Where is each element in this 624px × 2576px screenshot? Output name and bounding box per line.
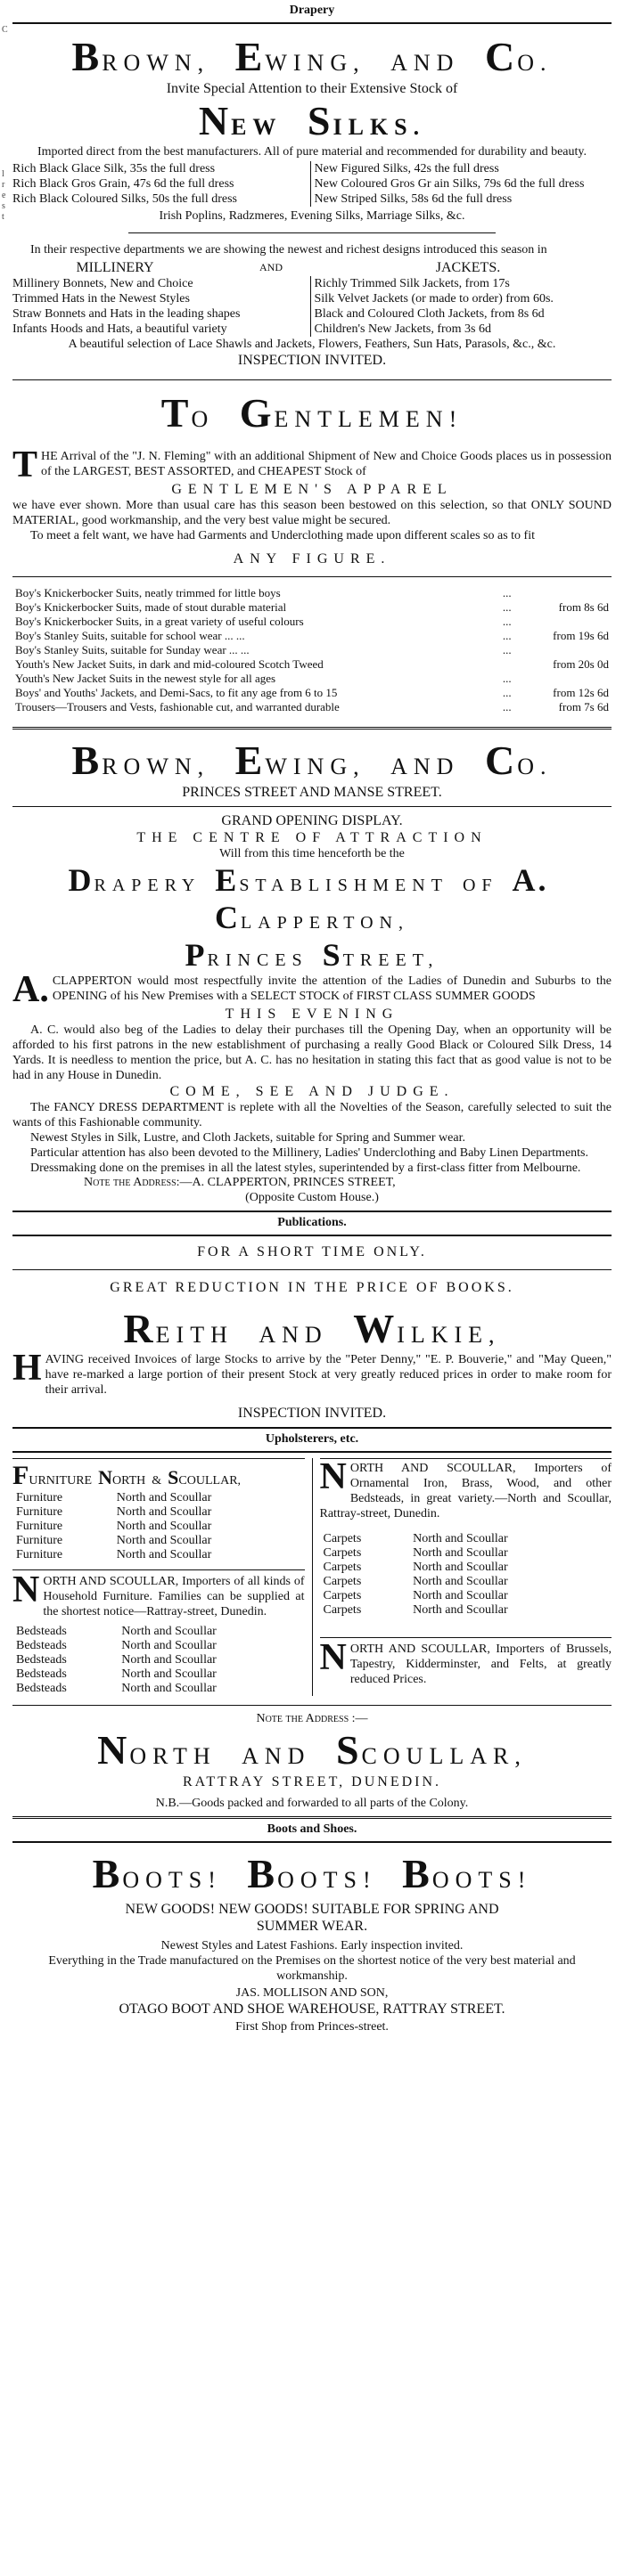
upholsterers-columns bbox=[12, 1458, 612, 1696]
and-label: AND bbox=[259, 261, 283, 273]
bedsteads-row bbox=[12, 1653, 305, 1667]
millinery-label: MILLINERY bbox=[76, 260, 154, 275]
item-name: Carpets bbox=[323, 1603, 362, 1617]
millinery-item: Infants Hoods and Hats, a beautiful variety bbox=[12, 322, 227, 336]
publications-section bbox=[12, 1211, 612, 1422]
upholsterers-right bbox=[312, 1458, 612, 1696]
carpets-row bbox=[320, 1575, 612, 1589]
inspection-invited: INSPECTION INVITED. bbox=[237, 353, 387, 368]
silk-item: New Coloured Gros Gr ain Silks, 79s 6d the full dress bbox=[314, 177, 585, 191]
clothing-row bbox=[12, 672, 612, 686]
carpets-row bbox=[320, 1561, 612, 1575]
millinery-item: Millinery Bonnets, New and Choice bbox=[12, 277, 193, 290]
carpets-list bbox=[320, 1532, 612, 1618]
drop-cap: N bbox=[12, 1569, 40, 1610]
clothing-item: Boy's Knickerbocker Suits, made of stout durable material bbox=[15, 600, 287, 614]
silk-item: Rich Black Gros Grain, 47s 6d the full dress bbox=[12, 177, 234, 191]
departments-heading bbox=[12, 259, 612, 276]
clothing-price bbox=[521, 586, 612, 600]
clothing-item: Boy's Knickerbocker Suits, in a great variety of useful colours bbox=[15, 615, 304, 628]
imported-text: Imported direct from the best manufacturers. All of pure material and recommended for durability and beauty. bbox=[37, 145, 587, 159]
item-name: Furniture bbox=[16, 1505, 63, 1519]
jacket-item: Black and Coloured Cloth Jackets, from 8s 6d bbox=[314, 307, 545, 321]
item-maker: North and Scoullar bbox=[413, 1546, 508, 1560]
opposite-custom-house: (Opposite Custom House.) bbox=[245, 1191, 379, 1204]
furniture-row bbox=[12, 1520, 305, 1534]
leader-dots: ... bbox=[502, 686, 512, 699]
leader-dots bbox=[500, 657, 521, 672]
dressmaking-text: Dressmaking done on the premises in all the latest styles, superintended by a first-class fitter from Melbourne. bbox=[30, 1162, 581, 1175]
nb-text: N.B.—Goods packed and forwarded to all parts of the Colony. bbox=[155, 1797, 469, 1810]
clothing-price: from 19s 6d bbox=[553, 629, 609, 642]
clothing-row bbox=[12, 615, 612, 629]
come-see-judge: COME, SEE AND JUDGE. bbox=[169, 1084, 455, 1099]
will-form-text: Will from this time henceforth be the bbox=[219, 847, 405, 860]
furniture-list bbox=[12, 1491, 305, 1562]
invite-text: Invite Special Attention to their Extensive Stock of bbox=[166, 81, 458, 96]
centre-of-attraction: THE CENTRE OF ATTRACTION bbox=[136, 830, 488, 845]
jacket-item: Children's New Jackets, from 3s 6d bbox=[314, 322, 491, 336]
item-maker: North and Scoullar bbox=[413, 1561, 508, 1574]
styles-text: Newest Styles in Silk, Lustre, and Cloth Jackets, suitable for Spring and Summer wear. bbox=[30, 1131, 465, 1145]
clothing-price: from 8s 6d bbox=[558, 600, 609, 614]
any-figure: ANY FIGURE. bbox=[233, 551, 391, 567]
great-reduction: GREAT REDUCTION IN THE PRICE OF BOOKS. bbox=[110, 1280, 514, 1295]
silk-item: New Striped Silks, 58s 6d the full dress bbox=[314, 192, 513, 206]
clothing-row bbox=[12, 600, 612, 615]
item-maker: North and Scoullar bbox=[116, 1520, 212, 1533]
clothing-row bbox=[12, 686, 612, 700]
item-name: Furniture bbox=[16, 1491, 63, 1504]
clothing-price: from 12s 6d bbox=[553, 686, 609, 699]
clothing-price bbox=[521, 672, 612, 686]
silks-list bbox=[12, 161, 612, 207]
millinery-list bbox=[12, 276, 612, 337]
warehouse-address: OTAGO BOOT AND SHOE WAREHOUSE, RATTRAY STREET. bbox=[119, 2001, 505, 2017]
item-maker: North and Scoullar bbox=[121, 1682, 217, 1695]
jackets-label: JACKETS. bbox=[435, 260, 501, 275]
silk-item: Rich Black Coloured Silks, 50s the full dress bbox=[12, 192, 237, 206]
leader-dots: ... bbox=[502, 700, 512, 713]
beg-text: A. C. would also beg of the Ladies to delay their purchases till the Opening Day, when an opportunity will be afforded to his first patrons in the new establishment of purchasing a really Good Black or Coloured Silk Dress, 14 Yards. It is needless to mention the price, but A. C. has no hesitation in stating this fact that as good value is not to be had in any House in Dunedin. bbox=[12, 1023, 612, 1082]
carpets-row bbox=[320, 1532, 612, 1546]
furniture-row bbox=[12, 1534, 305, 1548]
margin-mark: C bbox=[2, 25, 8, 35]
clapperton-section bbox=[12, 812, 612, 1205]
to-gentlemen-heading: TO GENTLEMEN! bbox=[160, 390, 464, 436]
leader-dots: ... bbox=[502, 615, 512, 628]
bedsteads-row bbox=[12, 1625, 305, 1639]
furniture-row bbox=[12, 1548, 305, 1562]
jackets-right bbox=[310, 276, 612, 337]
margin-mark: r bbox=[2, 180, 5, 190]
new-silks-heading: NEW SILKS. bbox=[198, 98, 426, 143]
drop-cap: T bbox=[12, 444, 38, 485]
section-title-publications: Publications. bbox=[12, 1211, 612, 1236]
leader-dots: ... bbox=[502, 586, 512, 599]
clothing-price: from 20s 0d bbox=[553, 657, 609, 671]
poplins-text: Irish Poplins, Radzmeres, Evening Silks, Marriage Silks, &c. bbox=[159, 209, 465, 223]
item-name: Furniture bbox=[16, 1520, 63, 1533]
item-maker: North and Scoullar bbox=[413, 1575, 508, 1588]
item-name: Bedsteads bbox=[16, 1625, 67, 1638]
clothing-row bbox=[12, 629, 612, 643]
section-title-boots: Boots and Shoes. bbox=[12, 1816, 612, 1843]
silk-item: New Figured Silks, 42s the full dress bbox=[314, 162, 499, 175]
arrival-text: THE Arrival of the "J. N. Fleming" with an additional Shipment of New and Choice Goods places us in possession of the LARGEST, BEST ASSORTED, and CHEAPEST Stock of bbox=[12, 444, 612, 485]
leader-dots: ... bbox=[502, 600, 512, 614]
lace-text: A beautiful selection of Lace Shawls and Jackets, Flowers, Feathers, Sun Hats, Parasols, &c., &c. bbox=[68, 338, 556, 351]
firm-address: PRINCES STREET AND MANSE STREET. bbox=[182, 785, 442, 800]
boots-heading: BOOTS! BOOTS! BOOTS! bbox=[92, 1851, 532, 1896]
item-maker: North and Scoullar bbox=[121, 1639, 217, 1652]
item-name: Furniture bbox=[16, 1548, 63, 1561]
item-name: Bedsteads bbox=[16, 1653, 67, 1667]
this-evening: THIS EVENING bbox=[225, 1007, 399, 1022]
drop-cap: H bbox=[12, 1348, 42, 1389]
furniture-row bbox=[12, 1505, 305, 1520]
mollison-firm: JAS. MOLLISON AND SON, bbox=[235, 1986, 389, 2000]
everything-text: Everything in the Trade manufactured on the Premises on the shortest notice of the very best material and workmanship. bbox=[48, 1954, 576, 1983]
carpets-row bbox=[320, 1603, 612, 1618]
jacket-item: Silk Velvet Jackets (or made to order) from 60s. bbox=[314, 292, 554, 306]
publications-body: HAVING received Invoices of large Stocks to arrive by the "Peter Denny," "E. P. Bouverie," and "May Queen," have re-marked a large portion of their present Stock at very greatly reduced prices in order to make room for their arrival. bbox=[12, 1348, 612, 1397]
upholsterers-left bbox=[12, 1458, 312, 1696]
north-scoullar-heading: NORTH AND SCOULLAR, bbox=[97, 1727, 527, 1773]
margin-mark: e bbox=[2, 191, 6, 200]
item-name: Bedsteads bbox=[16, 1667, 67, 1681]
item-maker: North and Scoullar bbox=[116, 1505, 212, 1519]
furniture-row bbox=[12, 1491, 305, 1505]
section-title-drapery: Drapery bbox=[12, 0, 612, 24]
note-address: Note the Address:—A. CLAPPERTON, PRINCES STREET, bbox=[84, 1176, 396, 1189]
item-name: Bedsteads bbox=[16, 1682, 67, 1695]
item-maker: North and Scoullar bbox=[121, 1667, 217, 1681]
bedsteads-row bbox=[12, 1682, 305, 1696]
item-maker: North and Scoullar bbox=[121, 1625, 217, 1638]
item-name: Carpets bbox=[323, 1546, 362, 1560]
clothing-item: Boy's Stanley Suits, suitable for school wear ... ... bbox=[15, 629, 245, 642]
item-name: Carpets bbox=[323, 1575, 362, 1588]
shown-text: we have ever shown. More than usual care has this season been bestowed on this selection, so that ONLY SOUND MATERIAL, good workmanship, and the very best value might be secured. bbox=[12, 499, 612, 527]
millinery-item: Straw Bonnets and Hats in the leading shapes bbox=[12, 307, 241, 321]
section-title-upholsterers: Upholsterers, etc. bbox=[12, 1427, 612, 1453]
leader-dots: ... bbox=[502, 643, 512, 656]
clothing-item: Trousers—Trousers and Vests, fashionable cut, and warranted durable bbox=[15, 700, 340, 713]
silks-right bbox=[310, 161, 612, 207]
drop-cap: N bbox=[319, 1637, 347, 1678]
clothing-row bbox=[12, 586, 612, 600]
brussels-notice: NORTH AND SCOULLAR, Importers of Brussels, Tapestry, Kidderminster, and Felts, at greatly reduced Prices. bbox=[319, 1637, 612, 1686]
clothing-row bbox=[12, 657, 612, 672]
item-maker: North and Scoullar bbox=[121, 1653, 217, 1667]
margin-mark: l bbox=[2, 169, 4, 179]
brown-ewing-heading: BROWN, EWING, AND CO. bbox=[71, 34, 553, 79]
clothing-row bbox=[12, 643, 612, 657]
gentlemens-apparel: GENTLEMEN'S APPAREL bbox=[171, 482, 453, 497]
furniture-heading: FURNITURE NORTH & SCOULLAR, bbox=[12, 1458, 305, 1491]
rattray-street: RATTRAY STREET, DUNEDIN. bbox=[182, 1774, 442, 1789]
leader-dots: ... bbox=[502, 672, 512, 685]
reith-wilkie-heading: REITH AND WILKIE, bbox=[123, 1306, 501, 1351]
clothing-price-list bbox=[12, 586, 612, 714]
clothing-price bbox=[521, 643, 612, 657]
item-maker: North and Scoullar bbox=[116, 1491, 212, 1504]
clothing-row bbox=[12, 700, 612, 714]
iron-bedsteads-notice: NORTH AND SCOULLAR, Importers of Ornamental Iron, Brass, Wood, and other Bedsteads, in great variety.—North and Scoullar, Rattray-street, Dunedin. bbox=[319, 1456, 612, 1520]
princes-street-heading: PRINCES STREET, bbox=[185, 937, 439, 973]
item-name: Carpets bbox=[323, 1589, 362, 1602]
item-maker: North and Scoullar bbox=[116, 1548, 212, 1561]
new-goods: NEW GOODS! NEW GOODS! SUITABLE FOR SPRING AND SUMMER WEAR. bbox=[125, 1902, 499, 1934]
carpets-row bbox=[320, 1546, 612, 1561]
millinery-left bbox=[12, 276, 310, 337]
leader-dots: ... bbox=[502, 629, 512, 642]
fancy-dress-text: The FANCY DRESS DEPARTMENT is replete with all the Novelties of the Season, carefully selected to suit the wants of this Fashionable community. bbox=[12, 1101, 612, 1129]
felt-want-text: To meet a felt want, we have had Garments and Underclothing made upon different scales so as to fit bbox=[30, 529, 535, 542]
boots-section bbox=[12, 1816, 612, 2034]
household-notice: NORTH AND SCOULLAR, Importers of all kinds of Household Furniture. Families can be supplied at the shortest notice—Rattray-street, Dunedin. bbox=[12, 1569, 305, 1618]
brown-ewing-footer: BROWN, EWING, AND CO. bbox=[71, 738, 553, 783]
carpets-row bbox=[320, 1589, 612, 1603]
item-maker: North and Scoullar bbox=[413, 1603, 508, 1617]
silk-item: Rich Black Glace Silk, 35s the full dress bbox=[12, 162, 216, 175]
item-maker: North and Scoullar bbox=[116, 1534, 212, 1547]
newest-styles: Newest Styles and Latest Fashions. Early inspection invited. bbox=[160, 1939, 464, 1952]
bedsteads-row bbox=[12, 1639, 305, 1653]
item-maker: North and Scoullar bbox=[413, 1589, 508, 1602]
item-name: Carpets bbox=[323, 1561, 362, 1574]
margin-mark: s bbox=[2, 201, 5, 211]
bedsteads-list bbox=[12, 1625, 305, 1696]
grand-opening: GRAND OPENING DISPLAY. bbox=[221, 813, 403, 828]
clothing-item: Boy's Knickerbocker Suits, neatly trimmed for little boys bbox=[15, 586, 281, 599]
clothing-item: Youth's New Jacket Suits in the newest style for all ages bbox=[15, 672, 276, 685]
millinery-item: Trimmed Hats in the Newest Styles bbox=[12, 292, 190, 306]
jacket-item: Richly Trimmed Silk Jackets, from 17s bbox=[314, 277, 510, 290]
note-address: Note the Address :— bbox=[256, 1712, 368, 1725]
drapery-establishment-heading: DRAPERY ESTABLISHMENT OF A. CLAPPERTON, bbox=[68, 862, 549, 935]
clothing-price bbox=[521, 615, 612, 629]
departments-intro: In their respective departments we are showing the newest and richest designs introduced this season in bbox=[30, 243, 547, 257]
item-name: Carpets bbox=[323, 1532, 362, 1545]
drop-cap: N bbox=[319, 1456, 347, 1497]
bedsteads-row bbox=[12, 1667, 305, 1682]
clothing-item: Boys' and Youths' Jackets, and Demi-Sacs, to fit any age from 6 to 15 bbox=[15, 686, 338, 699]
short-time: FOR A SHORT TIME ONLY. bbox=[197, 1244, 427, 1259]
clothing-price: from 7s 6d bbox=[558, 700, 609, 713]
newspaper-column bbox=[12, 0, 612, 2576]
clothing-item: Youth's New Jacket Suits, in dark and mid-coloured Scotch Tweed bbox=[15, 657, 324, 671]
inspection-invited: INSPECTION INVITED. bbox=[237, 1406, 387, 1421]
item-name: Furniture bbox=[16, 1534, 63, 1547]
clapperton-notice: A. CLAPPERTON would most respectfully invite the attention of the Ladies of Dunedin and Suburbs to the OPENING of his New Premises with a SELECT STOCK of FIRST CLASS SUMMER GOODS bbox=[12, 969, 612, 1010]
drapery-section bbox=[12, 0, 612, 369]
upholsterers-section bbox=[12, 1427, 612, 1811]
first-shop: First Shop from Princes-street. bbox=[235, 2020, 389, 2034]
particular-text: Particular attention has also been devoted to the Millinery, Ladies' Underclothing and Baby Linen Departments. bbox=[30, 1146, 588, 1160]
margin-mark: t bbox=[2, 212, 4, 222]
item-maker: North and Scoullar bbox=[413, 1532, 508, 1545]
drop-cap: A. bbox=[12, 969, 49, 1010]
gentlemen-section bbox=[12, 389, 612, 801]
item-name: Bedsteads bbox=[16, 1639, 67, 1652]
clothing-item: Boy's Stanley Suits, suitable for Sunday wear ... ... bbox=[15, 643, 250, 656]
silks-left bbox=[12, 161, 310, 207]
